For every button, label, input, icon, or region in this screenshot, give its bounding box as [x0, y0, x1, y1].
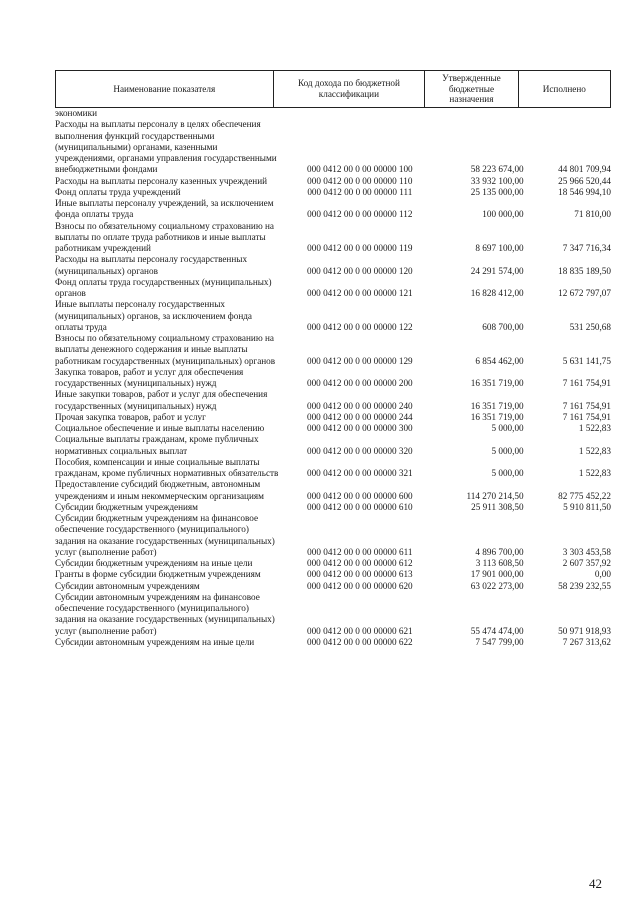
- row-name: Расходы на выплаты персоналу в целях обеспечения выполнения функций государственными (муниципальными) органами, казенными учреждениями, органами управления государственными внебюджетными фондами: [55, 119, 277, 175]
- row-name: Иные выплаты персоналу учреждений, за исключением фонда оплаты труда: [55, 198, 274, 220]
- row-executed: 0,00: [594, 569, 611, 580]
- row-executed: 7 161 754,91: [562, 400, 611, 411]
- row-name: Социальное обеспечение и иные выплаты населению: [55, 423, 265, 433]
- row-executed: 2 607 357,92: [562, 558, 611, 568]
- row-approved: 16 351 719,00: [470, 400, 524, 411]
- row-code: 000 0412 00 0 00 00000 129: [306, 355, 413, 366]
- table-row: [55, 412, 611, 423]
- row-executed: 1 522,83: [578, 445, 611, 456]
- row-approved: 608 700,00: [482, 321, 524, 332]
- header-code: Код дохода по бюджетной классификации: [273, 71, 425, 108]
- table-row: [55, 581, 611, 592]
- row-code: 000 0412 00 0 00 00000 611: [307, 546, 413, 557]
- table-row: [55, 637, 611, 648]
- row-code: 000 0412 00 0 00 00000 612: [306, 558, 413, 568]
- row-executed: 12 672 797,07: [558, 288, 611, 298]
- row-executed: 5 631 141,75: [562, 355, 611, 366]
- row-approved: 114 270 214,50: [466, 490, 524, 501]
- row-approved: 63 022 273,00: [470, 580, 524, 591]
- header-approved: Утвержденные бюджетные назначения: [425, 71, 518, 108]
- row-name: Фонд оплаты труда учреждений: [55, 186, 181, 197]
- row-code: 000 0412 00 0 00 00000 620: [306, 580, 413, 591]
- row-name: Гранты в форме субсидии бюджетным учреждениям: [55, 569, 261, 580]
- row-code: 000 0412 00 0 00 00000 119: [307, 243, 413, 253]
- header-executed: Исполнено: [518, 71, 610, 108]
- row-approved: 16 828 412,00: [470, 288, 524, 298]
- row-executed: 71 810,00: [574, 209, 611, 220]
- row-approved: 3 113 608,50: [475, 558, 524, 568]
- table-row: [55, 434, 611, 457]
- table-row: [55, 108, 611, 119]
- row-approved: 5 000,00: [491, 468, 524, 478]
- row-code: 000 0412 00 0 00 00000 622: [306, 636, 413, 647]
- row-approved: 25 135 000,00: [470, 186, 524, 197]
- row-code: 000 0412 00 0 00 00000 112: [307, 209, 413, 220]
- row-approved: 25 911 308,50: [471, 501, 524, 512]
- row-code: 000 0412 00 0 00 00000 100: [306, 164, 413, 175]
- row-executed: 1 522,83: [578, 468, 611, 478]
- row-executed: 3 303 453,58: [562, 546, 611, 557]
- row-code: 000 0412 00 0 00 00000 621: [306, 625, 413, 636]
- table-row: [55, 299, 611, 333]
- row-executed: 7 267 313,62: [562, 636, 611, 647]
- header-name: Наименование показателя: [56, 71, 274, 108]
- row-executed: 44 801 709,94: [558, 164, 611, 175]
- row-approved: 17 901 000,00: [470, 569, 524, 580]
- row-approved: 100 000,00: [482, 209, 524, 220]
- table-row: [55, 389, 611, 412]
- row-executed: 531 250,68: [569, 321, 611, 332]
- row-code: 000 0412 00 0 00 00000 200: [306, 378, 413, 388]
- row-name: Субсидии автономным учреждениям: [55, 580, 200, 591]
- row-approved: 24 291 574,00: [470, 265, 524, 276]
- table-row: [55, 569, 611, 580]
- row-name: Прочая закупка товаров, работ и услуг: [55, 411, 206, 422]
- row-code: 000 0412 00 0 00 00000 240: [306, 400, 413, 411]
- row-approved: 4 896 700,00: [475, 546, 524, 557]
- row-code: 000 0412 00 0 00 00000 111: [307, 186, 413, 197]
- row-executed: 25 966 520,44: [558, 175, 611, 186]
- row-name: Фонд оплаты труда государственных (муниципальных) органов: [55, 276, 272, 298]
- row-executed: 58 239 232,55: [558, 580, 611, 591]
- table-row: [55, 333, 611, 367]
- row-approved: 16 351 719,00: [470, 378, 524, 388]
- table-row: [55, 513, 611, 558]
- row-approved: 58 223 674,00: [470, 164, 524, 175]
- row-approved: 6 854 462,00: [475, 355, 524, 366]
- row-code: 000 0412 00 0 00 00000 120: [306, 265, 413, 276]
- row-code: 000 0412 00 0 00 00000 121: [306, 288, 413, 298]
- table-row: [55, 277, 611, 300]
- row-name: экономики: [55, 108, 97, 118]
- row-code: 000 0412 00 0 00 00000 321: [306, 468, 413, 478]
- row-name: Взносы по обязательному социальному страхованию на выплаты по оплате труда работников и иные выплаты работникам учреждений: [55, 220, 274, 253]
- row-approved: 8 697 100,00: [475, 243, 524, 253]
- page-number: 42: [589, 876, 602, 891]
- row-code: 000 0412 00 0 00 00000 610: [306, 501, 413, 512]
- row-name: Пособия, компенсации и иные социальные выплаты гражданам, кроме публичных нормативных обязательств: [55, 456, 279, 478]
- row-name: Субсидии автономным учреждениям на иные цели: [55, 636, 255, 647]
- table-row: [55, 176, 611, 187]
- row-executed: 18 835 189,50: [558, 265, 611, 276]
- row-name: Субсидии бюджетным учреждениям на финансовое обеспечение государственного (муниципального) задания на оказание государственных (муниципальных) услуг (выполнение работ): [55, 513, 275, 557]
- row-code: 000 0412 00 0 00 00000 300: [306, 423, 413, 433]
- table-row: [55, 502, 611, 513]
- row-code: 000 0412 00 0 00 00000 110: [307, 175, 413, 186]
- row-executed: 5 910 811,50: [563, 501, 611, 512]
- row-code: 000 0412 00 0 00 00000 122: [306, 321, 413, 332]
- row-executed: 7 161 754,91: [562, 378, 611, 388]
- table-row: [55, 198, 611, 221]
- row-approved: 5 000,00: [491, 423, 524, 433]
- table-row: [55, 254, 611, 277]
- row-executed: 1 522,83: [578, 423, 611, 433]
- row-name: Предоставление субсидий бюджетным, автономным учреждениям и иным некоммерческим организациям: [55, 479, 264, 501]
- row-executed: 82 775 452,22: [558, 490, 611, 501]
- row-name: Взносы по обязательному социальному страхованию на выплаты денежного содержания и иные выплаты работникам государственных (муниципальных) органов: [55, 333, 276, 366]
- row-approved: 5 000,00: [491, 445, 524, 456]
- row-code: 000 0412 00 0 00 00000 244: [306, 411, 413, 422]
- row-code: 000 0412 00 0 00 00000 600: [306, 490, 413, 501]
- table-row: [55, 221, 611, 255]
- row-name: Социальные выплаты гражданам, кроме публичных нормативных социальных выплат: [55, 434, 259, 456]
- row-name: Субсидии бюджетным учреждениям: [55, 501, 198, 512]
- table-body: [55, 108, 611, 648]
- row-name: Субсидии автономным учреждениям на финансовое обеспечение государственного (муниципального) задания на оказание государственных (муниципальных) услуг (выполнение работ): [55, 591, 275, 636]
- table-row: [55, 457, 611, 480]
- row-executed: 50 971 918,93: [558, 625, 611, 636]
- table-header: [55, 70, 611, 108]
- row-executed: 18 546 994,10: [558, 186, 611, 197]
- table-row: [55, 187, 611, 198]
- row-name: Субсидии бюджетным учреждениям на иные цели: [55, 558, 253, 568]
- row-approved: 16 351 719,00: [470, 411, 524, 422]
- row-name: Иные выплаты персоналу государственных (муниципальных) органов, за исключением фонда оплаты труда: [55, 299, 252, 332]
- row-approved: 55 474 474,00: [470, 625, 524, 636]
- row-code: 000 0412 00 0 00 00000 320: [306, 445, 413, 456]
- row-approved: 7 547 799,00: [475, 636, 524, 647]
- table-row: [55, 367, 611, 390]
- row-executed: 7 161 754,91: [562, 411, 611, 422]
- table-row: [55, 558, 611, 569]
- table-row: [55, 592, 611, 637]
- table-row: [55, 479, 611, 502]
- row-name: Иные закупки товаров, работ и услуг для обеспечения государственных (муниципальных) нужд: [55, 389, 268, 411]
- table-row: [55, 119, 611, 175]
- row-name: Закупка товаров, работ и услуг для обеспечения государственных (муниципальных) нужд: [55, 366, 244, 388]
- table-row: [55, 423, 611, 434]
- row-name: Расходы на выплаты персоналу государственных (муниципальных) органов: [55, 254, 248, 276]
- row-name: Расходы на выплаты персоналу казенных учреждений: [55, 175, 268, 186]
- row-code: 000 0412 00 0 00 00000 613: [306, 569, 413, 580]
- row-executed: 7 347 716,34: [562, 243, 611, 253]
- row-approved: 33 932 100,00: [470, 175, 524, 186]
